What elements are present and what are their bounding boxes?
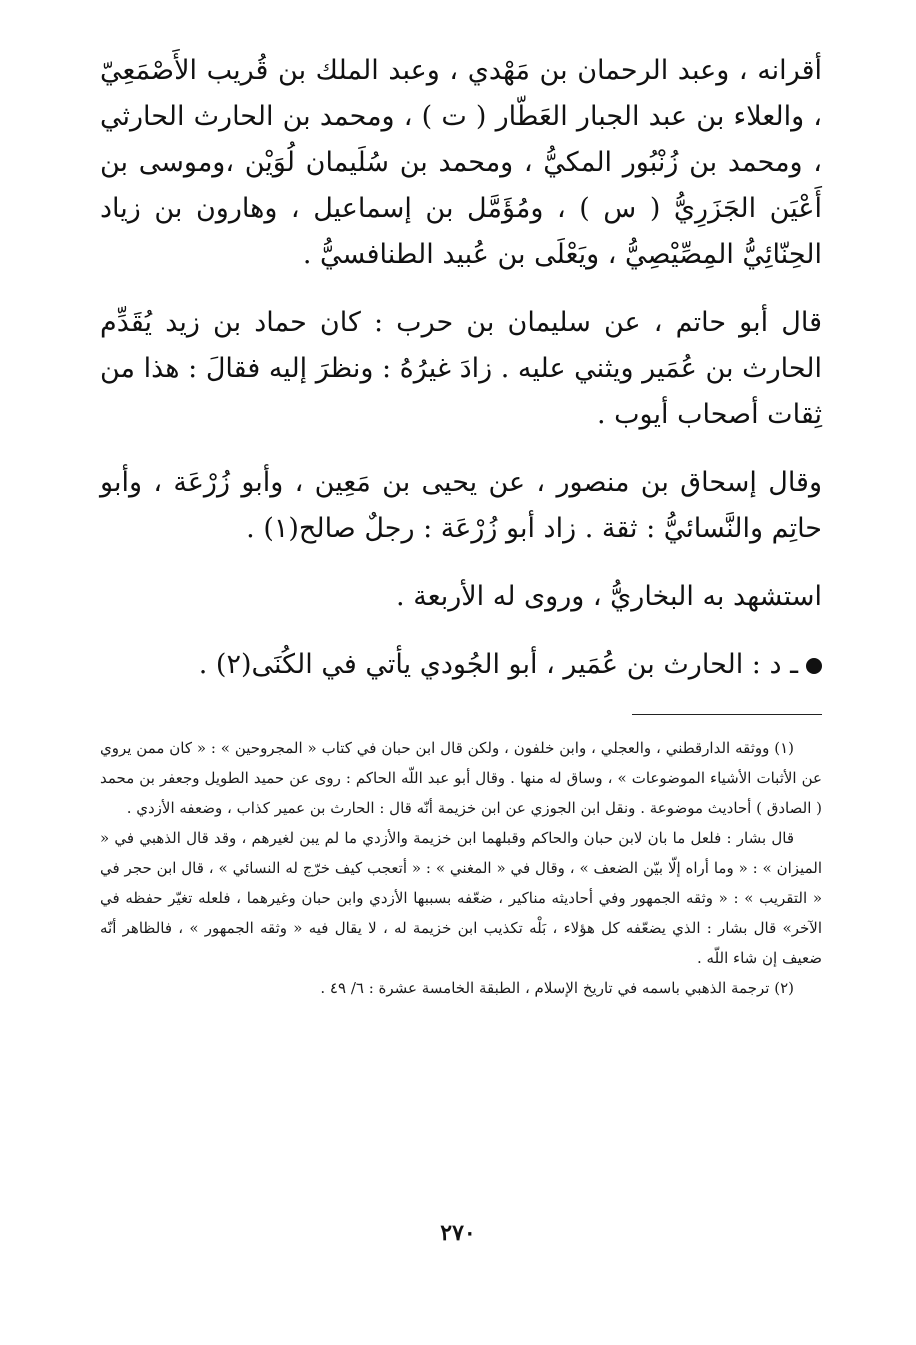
paragraph-5-text: ـ د : الحارث بن عُمَير ، أبو الجُودي يأتي في الكُنَى(٢) . — [198, 649, 798, 680]
page-number: ٢٧٠ — [440, 1220, 476, 1246]
paragraph-5 — [100, 642, 822, 688]
footnote-1-comment: قال بشار : فلعل ما بان لابن حبان والحاكم وقبلهما ابن خزيمة والأزدي ما لم يبن لغيرهم ، وقد قال الذهبي في « الميزان » : « وما أراه إلّا بيّن الضعف » ، وقال في « المغني » : « أتعجب كيف خرّج له النسائي » ، قال ابن حجر في « التقريب » : « وثقه الجمهور وفي أحاديثه مناكير ، ضعّفه بسببها الأزدي وابن حبان وغيرهما ، فلعله تغيّر حفظه في الآخر» قال بشار : الذي يضعّفه كل هؤلاء ، بَلْه تكذيب ابن خزيمة له ، لا يقال فيه « وثقه الجمهور » ، فالظاهر أنّه ضعيف إن شاء اللّه . — [100, 829, 823, 967]
paragraph-3: وقال إسحاق بن منصور ، عن يحيى بن مَعِين ، وأبو زُرْعَة ، وأبو حاتِم والنَّسائيُّ : ثقة . زاد أبو زُرْعَة : رجلٌ صالح(١) . — [100, 467, 822, 544]
footnote-separator — [632, 714, 822, 715]
footnote-1: (١) ووثقه الدارقطني ، والعجلي ، وابن خلفون ، ولكن قال ابن حبان في كتاب « المجروحين » : « كان ممن يروي عن الأثبات الأشياء الموضوعات » ، وساق له منها . وقال أبو عبد اللّه الحاكم : روى عن حميد الطويل وجعفر بن محمد ( الصادق ) أحاديث موضوعة . ونقل ابن الجوزي عن ابن خزيمة أنّه قال : الحارث بن عمير كذاب ، وضعفه الأزدي . — [100, 739, 822, 817]
paragraph-2: قال أبو حاتم ، عن سليمان بن حرب : كان حماد بن زيد يُقَدِّم الحارث بن عُمَير ويثني عليه . زادَ غيرُهُ : ونظرَ إليه فقالَ : هذا من ثِقات أصحاب أيوب . — [100, 307, 822, 430]
footnote-2: (٢) ترجمة الذهبي باسمه في تاريخ الإسلام ، الطبقة الخامسة عشرة : ٦/ ٤٩ . — [320, 979, 794, 997]
paragraph-4: استشهد به البخاريُّ ، وروى له الأربعة . — [396, 581, 822, 612]
bullet-icon — [806, 658, 822, 674]
main-text — [100, 48, 822, 688]
footnotes — [100, 733, 822, 1003]
paragraph-1: أقرانه ، وعبد الرحمان بن مَهْدي ، وعبد الملك بن قُريب الأَصْمَعِيّ ، والعلاء بن عبد الجبار العَطّار ( ت ) ، ومحمد بن الحارث الحارثي ، ومحمد بن زُنْبُور المكيُّ ، ومحمد بن سُلَيمان لُوَيْن ،وموسى بن أَعْيَن الجَزَرِيُّ ( س ) ، ومُؤَمَّل بن إسماعيل ، وهارون بن زياد الحِنّائِيُّ المِصِّيْصِيُّ ، ويَعْلَى بن عُبيد الطنافسيُّ . — [100, 55, 822, 270]
